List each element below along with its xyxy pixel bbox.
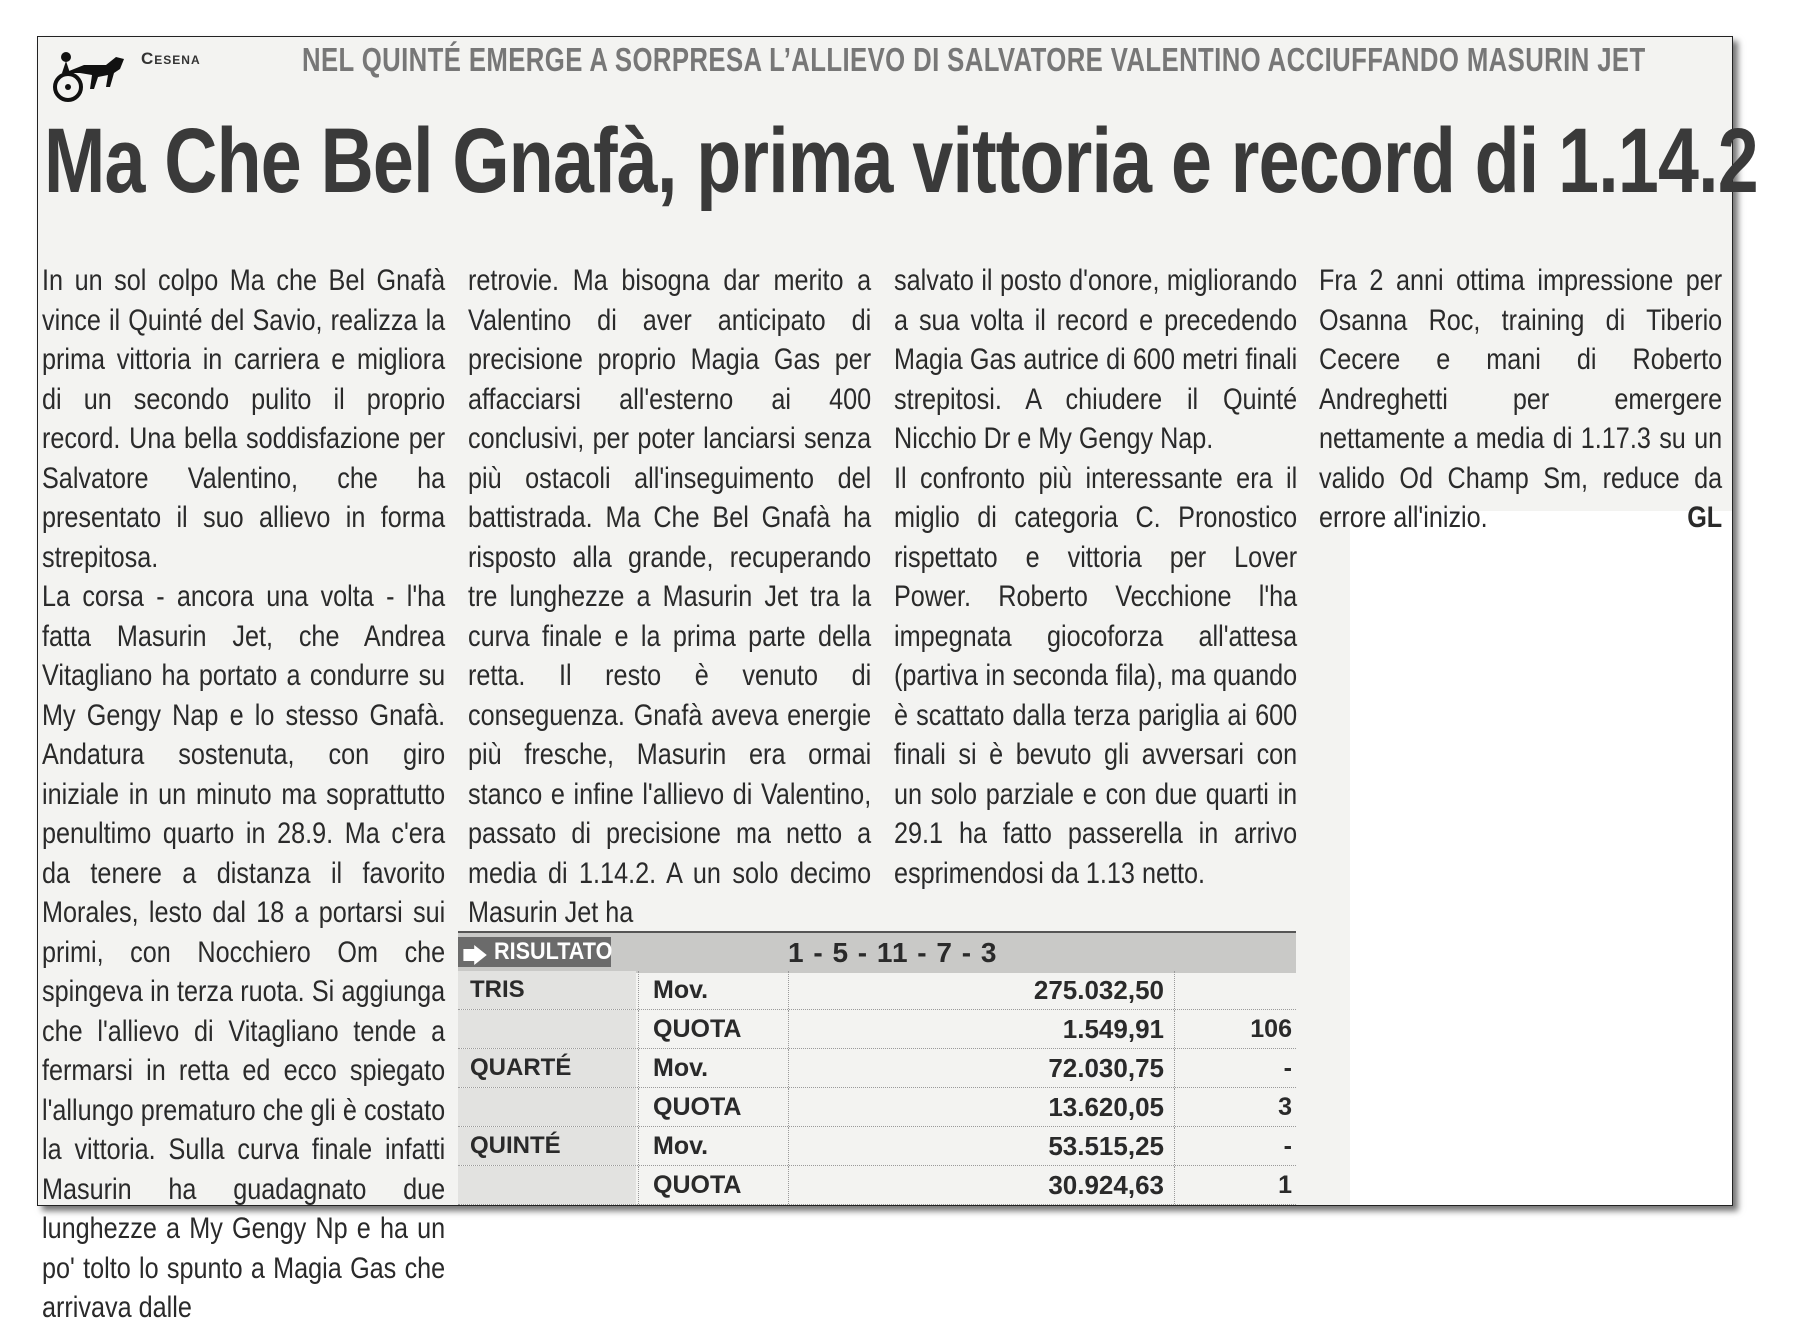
row-winners: 3 — [1174, 1088, 1296, 1126]
row-winners: 106 — [1174, 1010, 1296, 1048]
table-row — [458, 1166, 1296, 1205]
bet-type: TRIS — [458, 971, 636, 1009]
row-amount: 275.032,50 — [788, 971, 1174, 1009]
row-winners: - — [1174, 1049, 1296, 1087]
author-signature: GL — [1687, 501, 1723, 534]
blank-area — [1350, 511, 1732, 1205]
article-column-1 — [42, 261, 444, 1328]
row-kind: Mov. — [638, 1049, 788, 1087]
bet-type: QUINTÉ — [458, 1127, 636, 1165]
bet-type — [458, 1088, 636, 1126]
table-row — [458, 971, 1296, 1010]
article-kicker: NEL QUINTÉ EMERGE A SORPRESA L’ALLIEVO DI SALVATORE VALENTINO ACCIUFFANDO MASURIN JET — [302, 41, 1646, 78]
article-column-2 — [468, 261, 870, 933]
row-kind: Mov. — [638, 971, 788, 1009]
bet-type — [458, 1010, 636, 1048]
results-header — [458, 931, 1296, 973]
row-winners — [1174, 971, 1296, 1009]
row-kind: QUOTA — [638, 1010, 788, 1048]
row-winners: - — [1174, 1127, 1296, 1165]
row-winners: 1 — [1174, 1166, 1296, 1204]
paragraph: In un sol colpo Ma che Bel Gnafà vince il Quinté del Savio, realizza la prima vittoria in carriera e migliora di un secondo pulito il proprio record. Una bella soddisfazione per Salvatore Valentino, che ha presentato il suo allievo in forma strepitosa. — [42, 264, 446, 574]
paragraph: Il confronto più interessante era il miglio di categoria C. Pronostico rispettato e vittoria per Lover Power. Roberto Vecchione l'ha impegnata giocoforza all'attesa (partiva in seconda fila), ma quando è scattato dalla terza pariglia ai 600 finali si è bevuto gli avversari con un solo parziale e con due quarti in 29.1 ha fatto passerella in arrivo esprimendosi da 1.13 netto. — [894, 461, 1298, 890]
table-row — [458, 1088, 1296, 1127]
article-column-3 — [894, 261, 1296, 893]
article-column-4 — [1319, 261, 1721, 538]
section-label: Cesena — [141, 49, 201, 68]
row-kind: Mov. — [638, 1127, 788, 1165]
paragraph: Fra 2 anni ottima impressione per Osanna Roc, training di Tiberio Cecere e mani di Roberto Andreghetti per emergere nettamente a media di 1.17.3 su un valido Od Champ Sm, reduce da errore all'inizio. GL — [1319, 261, 1721, 538]
row-amount: 53.515,25 — [788, 1127, 1174, 1165]
bet-type: QUARTÉ — [458, 1049, 636, 1087]
row-amount: 1.549,91 — [788, 1010, 1174, 1048]
table-row — [458, 1127, 1296, 1166]
row-amount: 72.030,75 — [788, 1049, 1174, 1087]
newspaper-clipping — [37, 36, 1758, 1324]
row-amount: 30.924,63 — [788, 1166, 1174, 1204]
arrow-icon — [462, 945, 489, 965]
results-table — [458, 931, 1296, 1205]
table-row — [458, 1049, 1296, 1088]
row-kind: QUOTA — [638, 1088, 788, 1126]
article-headline: Ma Che Bel Gnafà, prima vittoria e record di 1.14.2 — [44, 110, 1758, 212]
harness-racing-sulky-icon — [44, 43, 134, 103]
results-sequence: 1 - 5 - 11 - 7 - 3 — [788, 937, 998, 968]
results-label: RISULTATO — [458, 937, 611, 967]
paragraph: salvato il posto d'onore, migliorando a sua volta il record e precedendo Magia Gas autrice di 600 metri finali strepitosi. A chiudere il Quinté Nicchio Dr e My Gengy Nap. — [894, 264, 1298, 455]
row-kind: QUOTA — [638, 1166, 788, 1204]
row-amount: 13.620,05 — [788, 1088, 1174, 1126]
paragraph: retrovie. Ma bisogna dar merito a Valentino di aver anticipato di precisione proprio Magia Gas per affacciarsi all'esterno ai 400 conclusivi, per poter lanciarsi senza più ostacoli all'inseguimento del battistrada. Ma Che Bel Gnafà ha risposto alla grande, recuperando tre lunghezze a Masurin Jet tra la curva finale e la prima parte della retta. Il resto è venuto di conseguenza. Gnafà aveva energie più fresche, Masurin era ormai stanco e infine l'allievo di Valentino, passato di precisione ma netto a media di 1.14.2. A un solo decimo Masurin Jet ha — [468, 264, 872, 929]
table-row — [458, 1010, 1296, 1049]
paragraph: La corsa - ancora una volta - l'ha fatta Masurin Jet, che Andrea Vitagliano ha portato a condurre su My Gengy Nap e lo stesso Gnafà. Andatura sostenuta, con giro iniziale in un minuto ma soprattutto penultimo quarto in 28.9. Ma c'era da tenere a distanza il favorito Morales, lesto dal 18 a portarsi sui primi, con Nocchiero Om che spingeva in terza ruota. Si aggiunga che l'allievo di Vitagliano tende a fermarsi in retta ed ecco spiegato l'allungo prematuro che gli è costato la vittoria. Sulla curva finale infatti Masurin ha guadagnato due lunghezze a My Gengy Np e ha un po' tolto lo spunto a Magia Gas che arrivava dalle — [42, 580, 446, 1324]
bet-type — [458, 1166, 636, 1204]
